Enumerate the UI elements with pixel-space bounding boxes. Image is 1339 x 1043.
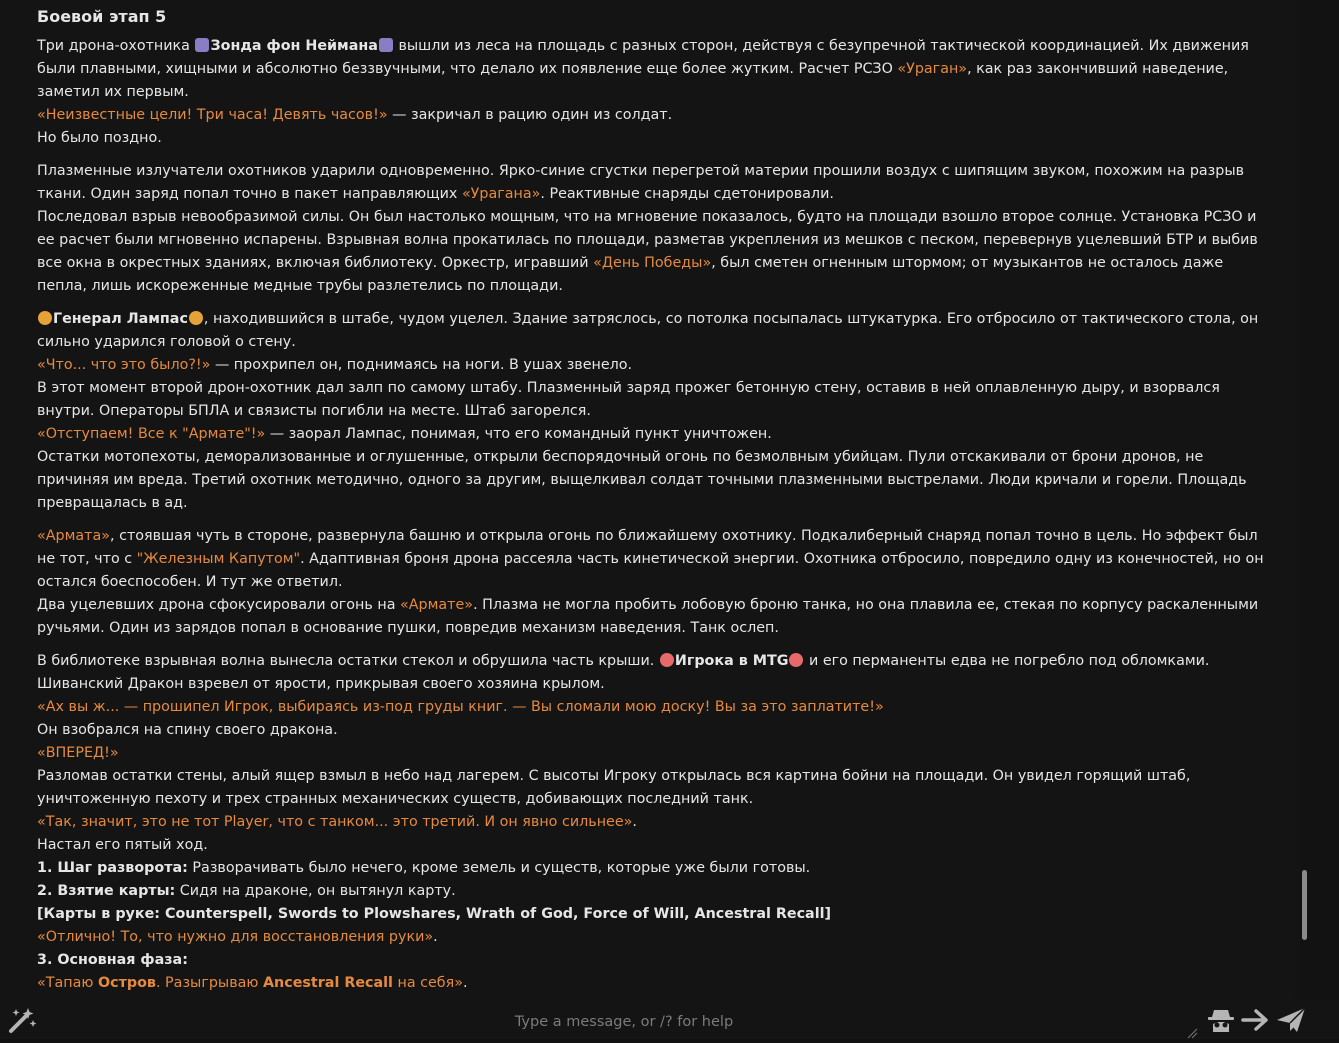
quote: «Неизвестные цели! Три часа! Девять часов!»	[37, 107, 388, 123]
step-label: 3. Основная фаза:	[37, 952, 188, 968]
robot-emoji-icon	[195, 38, 209, 52]
text: Он взобрался на спину своего дракона.	[37, 722, 338, 738]
text: В этот момент второй дрон-охотник дал залп по самому штабу. Плазменный заряд прожег бетонную стену, оставив в ней оплавленную дыру, и взорвался внутри. Операторы БПЛА и связисты погибли на месте. Штаб загорелся.	[37, 380, 1220, 419]
text: — закричал в рацию один из солдат.	[387, 107, 673, 123]
step-label: 2. Взятие карты:	[37, 883, 176, 899]
character-name: Зонда фон Неймана	[210, 38, 378, 54]
paragraph-3	[37, 308, 1269, 515]
text: вышли из леса на площадь с разных сторон, действуя с безупречной тактической координацией. Их движения были плавными, хищными и абсолютно беззвучными, что делало их появление еще более жутким. Расчет РСЗО	[37, 38, 1249, 77]
quote: на себя»	[392, 975, 463, 991]
text: Остатки мотопехоты, деморализованные и оглушенные, открыли беспорядочный огонь по безмолвным убийцам. Пули отскакивали от брони дронов, не причиняя им вреда. Третий охотник методично, одного за другим, выщелкивал солдат точными плазменными выстрелами. Люди кричали и горели. Площадь превращалась в ад.	[37, 449, 1247, 511]
text: , находившийся в штабе, чудом уцелел. Здание затряслось, со потолка посыпалась штукатурка. Его отбросило от тактического стола, он сильно ударился головой о стену.	[37, 311, 1259, 350]
quote: «Армате»	[400, 597, 474, 613]
quote-bold: Ancestral Recall	[262, 975, 393, 991]
text: — заорал Лампас, понимая, что его командный пункт уничтожен.	[265, 426, 772, 442]
text: — прохрипел он, поднимаясь на ноги. В ушах звенело.	[210, 357, 633, 373]
quote: «Урагана»	[461, 186, 541, 202]
quote: «Ураган»	[897, 61, 968, 77]
face-emoji-icon	[789, 653, 803, 667]
paragraph-4	[37, 525, 1269, 640]
quote: «День Победы»	[593, 255, 712, 271]
message-input[interactable]	[48, 1004, 1200, 1040]
paragraph-1	[37, 35, 1269, 150]
quote: «ВПЕРЕД!»	[37, 745, 119, 761]
scrollbar-thumb[interactable]	[1302, 870, 1307, 940]
step-label: 1. Шаг разворота:	[37, 860, 188, 876]
text: Разломав остатки стены, алый ящер взмыл в небо над лагерем. С высоты Игроку открылась вся картина бойни на площади. Он увидел горящий штаб, уничтоженную пехоту и трех странных механических существ, добивающих последний танк.	[37, 768, 1191, 807]
text: Плазменные излучатели охотников ударили одновременно. Ярко-синие сгустки перегретой материи прошили воздух с шипящим звуком, похожим на разрыв ткани. Один заряд попал точно в пакет направляющих	[37, 163, 1245, 202]
text: . Адаптивная броня дрона рассеяла часть кинетической энергии. Охотника отбросило, повредило одну из конечностей, но он остался боеспособен. И тут же ответил.	[37, 551, 1264, 590]
paragraph-5	[37, 650, 1269, 995]
text: , был сметен огненным штормом; от музыкантов не осталось даже пепла, лишь искореженные медные трубы разлетелись по площади.	[37, 255, 1224, 294]
text: В библиотеке взрывная волна вынесла остатки стекол и обрушила часть крыши.	[37, 653, 659, 669]
text: , стоявшая чуть в стороне, развернула башню и открыла огонь по ближайшему охотнику. Подкалиберный снаряд попал точно в цель. Но эффект был не тот, что с	[37, 528, 1258, 567]
message	[37, 6, 1269, 1000]
quote: «Отлично! То, что нужно для восстановления руки»	[37, 929, 434, 945]
quote: «Тапаю	[37, 975, 98, 991]
quote: «Ах вы ж... — прошипел Игрок, выбираясь из-под груды книг. — Вы сломали мою доску! Вы за это заплатите!»	[37, 699, 884, 715]
message-title: Боевой этап 5	[37, 7, 167, 26]
quote: «Так, значит, это не тот Player, что с танком... это третий. И он явно сильнее»	[37, 814, 633, 830]
quote-bold: Остров	[97, 975, 156, 991]
character-name: Игрока в MTG	[674, 653, 789, 669]
quote: . Разыгрываю	[155, 975, 263, 991]
paragraph-2	[37, 160, 1269, 298]
text: . Плазма не могла пробить лобовую броню танка, но она плавила ее, стекая по корпусу раскаленными ручьями. Один из зарядов попал в основание пушки, повредив механизм наведения. Танк ослеп.	[37, 597, 1259, 636]
resize-handle-icon[interactable]	[1186, 1024, 1198, 1036]
text: Три дрона-охотника	[37, 38, 195, 54]
text: .	[433, 929, 438, 945]
quote: «Армата»	[37, 528, 110, 544]
text: Но было поздно.	[37, 130, 162, 146]
text: Последовал взрыв невообразимой силы. Он был настолько мощным, что на мгновение показалось, будто на площади взошло второе солнце. Установка РСЗО и ее расчет были мгновенно испарены. Взрывная волна прокатилась по площади, разметав укрепления из мешков с песком, перевернув уцелевший БТР и выбив все окна в окрестных зданиях, включая библиотеку. Оркестр, игравший	[37, 209, 1258, 271]
send-icon[interactable]	[1275, 1006, 1305, 1034]
text: .	[462, 975, 468, 991]
text: . Реактивные снаряды сдетонировали.	[540, 186, 834, 202]
text: .	[632, 814, 637, 830]
face-emoji-icon	[660, 653, 674, 667]
quote: «Отступаем! Все к "Армате"!»	[37, 426, 266, 442]
quote: "Железным Капутом"	[136, 551, 301, 567]
incognito-icon[interactable]	[1206, 1006, 1236, 1034]
text: Настал его пятый ход.	[37, 837, 208, 853]
medal-emoji-icon	[38, 311, 52, 325]
text: Разворачивать было нечего, кроме земель и существ, которые уже были готовы.	[187, 860, 811, 876]
robot-emoji-icon	[379, 38, 393, 52]
text: Два уцелевших дрона сфокусировали огонь на	[37, 597, 401, 613]
magic-wand-icon[interactable]	[6, 1006, 38, 1034]
medal-emoji-icon	[189, 311, 203, 325]
text: и его перманенты едва не погребло под обломками. Шиванский Дракон взревел от ярости, прикрывая своего хозяина крылом.	[37, 653, 1210, 692]
character-name: Генерал Лампас	[53, 311, 188, 327]
text: , как раз закончивший наведение, заметил их первым.	[37, 61, 1229, 100]
quote: «Что... что это было?!»	[37, 357, 211, 373]
text: Сидя на драконе, он вытянул карту.	[175, 883, 456, 899]
cards-in-hand: [Карты в руке: Counterspell, Swords to Plowshares, Wrath of God, Force of Will, Ancestral Recall]	[37, 906, 832, 922]
arrow-right-icon[interactable]	[1240, 1006, 1270, 1034]
